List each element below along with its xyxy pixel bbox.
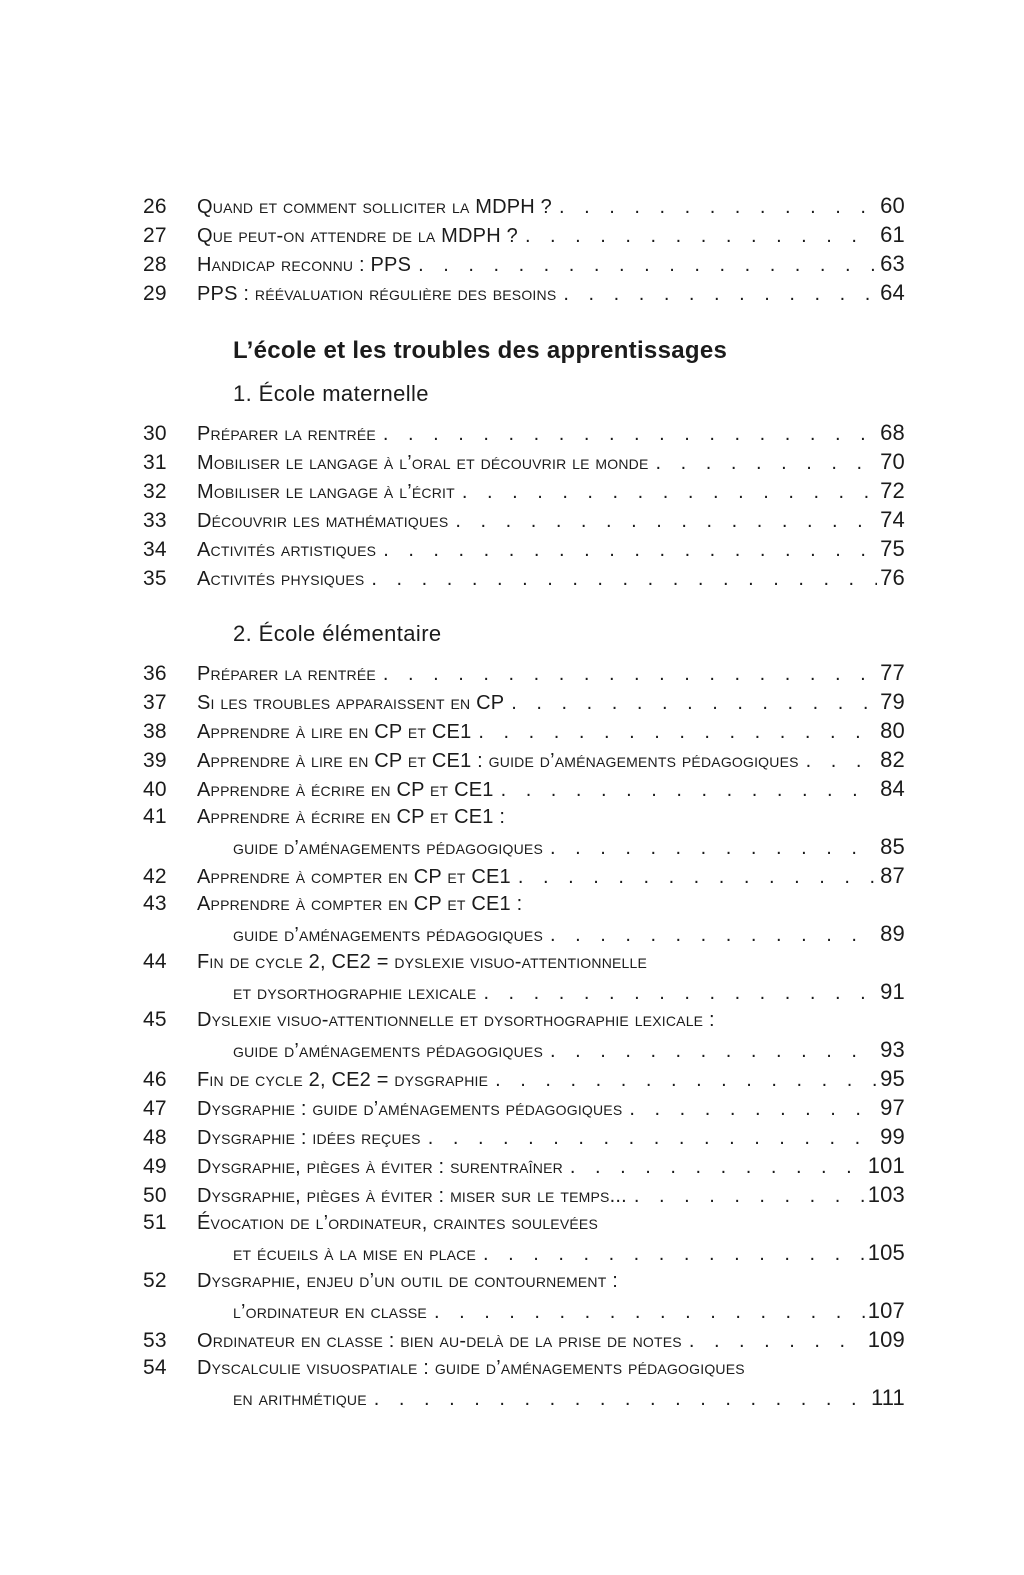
toc-section-mdph-entries (143, 193, 905, 309)
entry-page-number: 75 (880, 536, 905, 561)
toc-entry (143, 1211, 905, 1240)
toc-entry (143, 1153, 905, 1182)
entry-title: Quand et comment solliciter la MDPH ? (197, 196, 553, 218)
entry-page-number: 76 (880, 565, 905, 590)
toc-entry (143, 1095, 905, 1124)
toc-entry (143, 689, 905, 718)
toc-entry-continuation (143, 834, 905, 863)
entry-number: 41 (143, 805, 167, 828)
entry-title: Dysgraphie : guide d’aménagements pédagogiques (197, 1098, 623, 1120)
entry-title: Dyslexie visuo-attentionnelle et dysorthographie lexicale : (197, 1009, 715, 1031)
entry-page-number: 60 (880, 193, 905, 218)
entry-number: 28 (143, 253, 167, 276)
toc-entry-continuation (143, 1385, 905, 1414)
entry-page-number: 95 (880, 1066, 905, 1091)
entry-number: 40 (143, 778, 167, 801)
entry-page-number: 80 (880, 718, 905, 743)
entry-title: Apprendre à compter en CP et CE1 : (197, 893, 523, 915)
toc-entry (143, 193, 905, 222)
dot-leader (511, 692, 877, 715)
chapter-heading-ecole-maternelle: 1. École maternelle (233, 381, 429, 406)
dot-leader (629, 1098, 877, 1121)
entry-title: Préparer la rentrée (197, 663, 376, 685)
toc-entry (143, 1008, 905, 1037)
toc-entry (143, 565, 905, 594)
toc-entry-continuation (143, 1240, 905, 1269)
dot-leader (462, 481, 877, 504)
entry-page-number: 109 (867, 1327, 905, 1352)
entry-page-number: 85 (880, 834, 905, 859)
entry-number: 29 (143, 282, 167, 305)
entry-page-number: 74 (880, 507, 905, 532)
entry-title: Découvrir les mathématiques (197, 510, 449, 532)
dot-leader (501, 779, 878, 802)
part-heading: L’école et les troubles des apprentissages (233, 337, 728, 364)
entry-number: 52 (143, 1269, 167, 1292)
entry-title: Activités artistiques (197, 539, 377, 561)
toc-entry (143, 420, 905, 449)
dot-leader (563, 283, 877, 306)
entry-title: et écueils à la mise en place (233, 1243, 476, 1265)
entry-page-number: 111 (870, 1385, 905, 1410)
entry-page-number: 105 (867, 1240, 905, 1265)
entry-page-number: 82 (880, 747, 905, 772)
dot-leader (434, 1301, 865, 1324)
entry-title: Apprendre à lire en CP et CE1 (197, 721, 472, 743)
entry-page-number: 91 (880, 979, 905, 1004)
entry-page-number: 84 (880, 776, 905, 801)
entry-page-number: 68 (880, 420, 905, 445)
dot-leader (483, 982, 877, 1005)
entry-title: Que peut-on attendre de la MDPH ? (197, 225, 518, 247)
entry-page-number: 61 (880, 222, 905, 247)
entry-number: 54 (143, 1356, 167, 1379)
toc-entry (143, 1356, 905, 1385)
dot-leader (383, 539, 877, 562)
toc-entry (143, 280, 905, 309)
entry-number: 33 (143, 509, 167, 532)
entry-title: Apprendre à lire en CP et CE1 : guide d’aménagements pédagogiques (197, 750, 799, 772)
entry-page-number: 87 (880, 863, 905, 888)
entry-title: Évocation de l’ordinateur, craintes soulevées (197, 1212, 598, 1234)
dot-leader (689, 1330, 865, 1353)
entry-page-number: 77 (880, 660, 905, 685)
entry-number: 38 (143, 720, 167, 743)
toc-entry (143, 449, 905, 478)
dot-leader (455, 510, 877, 533)
entry-number: 48 (143, 1126, 167, 1149)
toc-entry (143, 747, 905, 776)
toc-entry (143, 660, 905, 689)
toc-entry (143, 478, 905, 507)
toc-section-elementaire-entries (143, 660, 905, 1414)
entry-title: Dysgraphie : idées reçues (197, 1127, 421, 1149)
dot-leader (570, 1156, 865, 1179)
toc-entry (143, 536, 905, 565)
toc-entry-continuation (143, 1298, 905, 1327)
entry-number: 44 (143, 950, 167, 973)
entry-number: 34 (143, 538, 167, 561)
toc-entry (143, 1269, 905, 1298)
entry-number: 36 (143, 662, 167, 685)
toc-entry (143, 776, 905, 805)
entry-number: 51 (143, 1211, 167, 1234)
entry-title: Activités physiques (197, 568, 365, 590)
toc-entry (143, 1182, 905, 1211)
dot-leader (374, 1388, 868, 1411)
dot-leader (383, 663, 877, 686)
dot-leader (371, 568, 877, 591)
chapter-heading-ecole-elementaire: 2. École élémentaire (233, 621, 442, 646)
entry-title: guide d’aménagements pédagogiques (233, 837, 543, 859)
entry-page-number: 93 (880, 1037, 905, 1062)
dot-leader (806, 750, 877, 773)
entry-number: 49 (143, 1155, 167, 1178)
entry-number: 42 (143, 865, 167, 888)
entry-page-number: 101 (867, 1153, 905, 1178)
toc-entry (143, 863, 905, 892)
entry-title: Si les troubles apparaissent en CP (197, 692, 505, 714)
entry-page-number: 107 (867, 1298, 905, 1323)
dot-leader (518, 866, 877, 889)
entry-title: Mobiliser le langage à l’écrit (197, 481, 455, 503)
entry-number: 47 (143, 1097, 167, 1120)
entry-title: Préparer la rentrée (197, 423, 376, 445)
entry-title: guide d’aménagements pédagogiques (233, 924, 543, 946)
entry-page-number: 64 (880, 280, 905, 305)
entry-title: et dysorthographie lexicale (233, 982, 477, 1004)
entry-title: Dysgraphie, pièges à éviter : surentraîner (197, 1156, 563, 1178)
entry-page-number: 89 (880, 921, 905, 946)
toc-entry (143, 1124, 905, 1153)
dot-leader (656, 452, 878, 475)
toc-entry-continuation (143, 1037, 905, 1066)
entry-title: Ordinateur en classe : bien au-delà de la prise de notes (197, 1330, 682, 1352)
dot-leader (428, 1127, 877, 1150)
entry-page-number: 97 (880, 1095, 905, 1120)
entry-title: Apprendre à écrire en CP et CE1 : (197, 806, 506, 828)
entry-number: 32 (143, 480, 167, 503)
entry-title: Dyscalculie visuospatiale : guide d’aménagements pédagogiques (197, 1357, 745, 1379)
entry-title: Apprendre à compter en CP et CE1 (197, 866, 511, 888)
dot-leader (634, 1185, 865, 1208)
entry-number: 27 (143, 224, 167, 247)
toc-entry (143, 805, 905, 834)
entry-page-number: 70 (880, 449, 905, 474)
dot-leader (559, 196, 877, 219)
dot-leader (550, 1040, 877, 1063)
entry-number: 39 (143, 749, 167, 772)
toc-entry (143, 718, 905, 747)
toc-entry (143, 1066, 905, 1095)
entry-title: guide d’aménagements pédagogiques (233, 1040, 543, 1062)
entry-page-number: 103 (867, 1182, 905, 1207)
entry-title: l’ordinateur en classe (233, 1301, 427, 1323)
entry-number: 31 (143, 451, 167, 474)
entry-title: Fin de cycle 2, CE2 = dyslexie visuo-attentionnelle (197, 951, 648, 973)
dot-leader (495, 1069, 877, 1092)
entry-title: Handicap reconnu : PPS (197, 254, 412, 276)
entry-number: 45 (143, 1008, 167, 1031)
toc-entry (143, 507, 905, 536)
entry-title: en arithmétique (233, 1388, 367, 1410)
toc-entry (143, 892, 905, 921)
toc-entry-continuation (143, 979, 905, 1008)
dot-leader (550, 837, 877, 860)
entry-title: PPS : réévaluation régulière des besoins (197, 283, 557, 305)
entry-title: Fin de cycle 2, CE2 = dysgraphie (197, 1069, 489, 1091)
entry-title: Dysgraphie, enjeu d’un outil de contournement : (197, 1270, 618, 1292)
dot-leader (478, 721, 877, 744)
entry-number: 35 (143, 567, 167, 590)
entry-number: 30 (143, 422, 167, 445)
dot-leader (383, 423, 877, 446)
entry-page-number: 79 (880, 689, 905, 714)
entry-number: 50 (143, 1184, 167, 1207)
entry-title: Mobiliser le langage à l’oral et découvrir le monde (197, 452, 649, 474)
toc-entry (143, 1327, 905, 1356)
toc-entry (143, 222, 905, 251)
entry-title: Apprendre à écrire en CP et CE1 (197, 779, 494, 801)
dot-leader (418, 254, 877, 277)
entry-number: 37 (143, 691, 167, 714)
toc-entry (143, 950, 905, 979)
entry-number: 43 (143, 892, 167, 915)
entry-page-number: 99 (880, 1124, 905, 1149)
toc-section-maternelle-entries (143, 420, 905, 594)
entry-number: 53 (143, 1329, 167, 1352)
dot-leader (483, 1243, 865, 1266)
dot-leader (550, 924, 877, 947)
entry-page-number: 72 (880, 478, 905, 503)
table-of-contents (143, 193, 905, 1414)
entry-page-number: 63 (880, 251, 905, 276)
entry-title: Dysgraphie, pièges à éviter : miser sur le temps... (197, 1185, 627, 1207)
toc-entry (143, 251, 905, 280)
entry-number: 26 (143, 195, 167, 218)
toc-entry-continuation (143, 921, 905, 950)
dot-leader (525, 225, 877, 248)
entry-number: 46 (143, 1068, 167, 1091)
